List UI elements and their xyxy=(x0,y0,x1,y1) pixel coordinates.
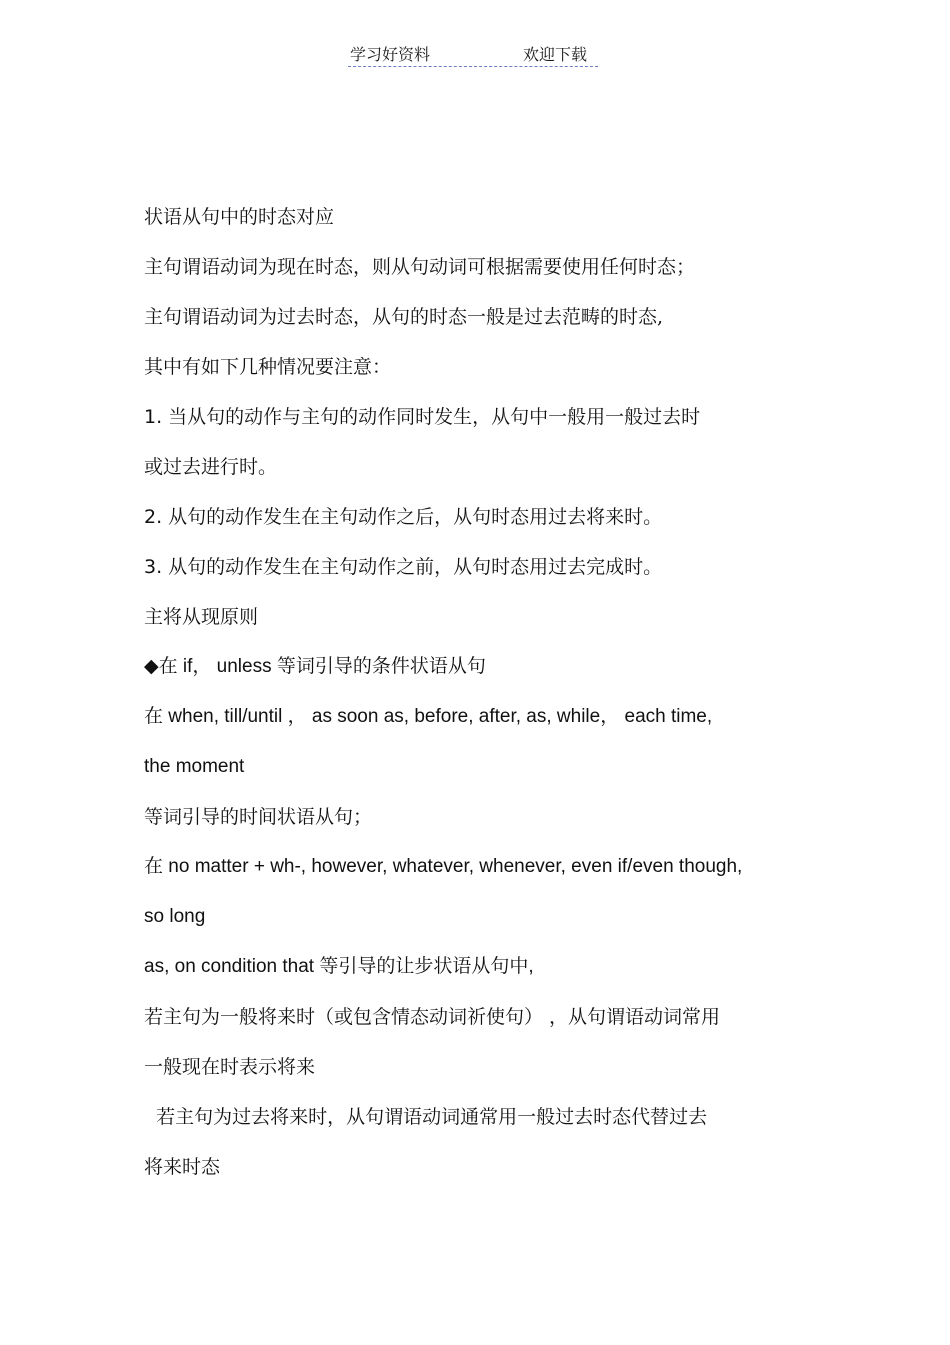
list-item: 3. 从句的动作发生在主句动作之前，从句时态用过去完成时。 xyxy=(144,556,663,578)
list-item-continuation: 或过去进行时。 xyxy=(144,456,278,478)
paragraph-line: 若主句为一般将来时（或包含情态动词祈使句） ，从句谓语动词常用 xyxy=(144,1006,721,1028)
paragraph-line: 若主句为过去将来时，从句谓语动词通常用一般过去时态代替过去 xyxy=(144,1106,708,1128)
paragraph-line: as, on condition that 等引导的让步状语从句中, xyxy=(144,956,534,977)
paragraph-line: 在 when, till/until ， as soon as, before, after, as, while， each time, xyxy=(144,706,713,727)
subheading: 主将从现原则 xyxy=(144,606,259,628)
header-left-text: 学习好资料 xyxy=(350,45,431,64)
paragraph-line: 将来时态 xyxy=(144,1156,221,1178)
header-right-text: 欢迎下载 xyxy=(523,45,588,64)
paragraph-line: 其中有如下几种情况要注意： xyxy=(144,356,392,378)
paragraph-line: so long xyxy=(144,906,206,927)
paragraph-line: 主句谓语动词为现在时态，则从句动词可根据需要使用任何时态； xyxy=(144,256,696,278)
paragraph-line: 主句谓语动词为过去时态，从句的时态一般是过去范畴的时态, xyxy=(144,306,664,328)
page-header xyxy=(348,40,598,67)
paragraph-line: 一般现在时表示将来 xyxy=(144,1056,316,1078)
paragraph-line: ◆在 if， unless 等词引导的条件状语从句 xyxy=(144,656,486,677)
paragraph-line: the moment xyxy=(144,756,245,777)
list-item: 1. 当从句的动作与主句的动作同时发生，从句中一般用一般过去时 xyxy=(144,406,701,428)
list-item: 2. 从句的动作发生在主句动作之后，从句时态用过去将来时。 xyxy=(144,506,663,528)
section-title: 状语从句中的时态对应 xyxy=(144,206,335,228)
paragraph-line: 在 no matter + wh-, however, whatever, whenever, even if/even though, xyxy=(144,856,743,877)
paragraph-line: 等词引导的时间状语从句； xyxy=(144,806,373,828)
